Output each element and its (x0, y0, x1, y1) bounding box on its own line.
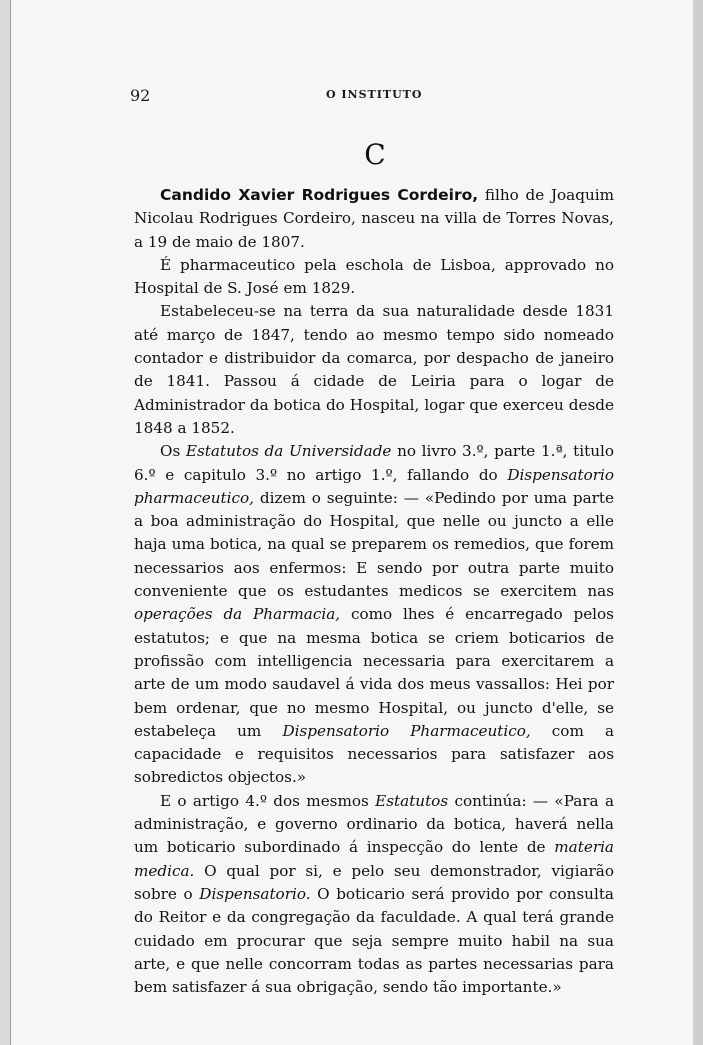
text-span: como lhes é encarregado pelos estatutos; e que na mesma botica se criem boticarios de profissão com intelligencia necessaria para exercitarem a arte de um modo saudavel á vida dos meus vassallos: Hei por bem ordenar, que no mesmo Hospital, ou juncto d'elle, se estabeleça um (134, 605, 614, 740)
text-span: com a capacidade e requisitos necessarios para satisfazer aos sobredictos objectos.» (134, 721, 614, 787)
italic-span: Estatutos (375, 791, 449, 810)
text-span: E o artigo 4.º dos mesmos (160, 791, 376, 810)
text-span: dizem o seguinte: — «Pedindo por uma parte a boa administração do Hospital, que nelle ou juncto a elle haja uma botica, na qual se preparem os remedios, que forem necessarios aos enfermos: E sendo por outra parte muito conveniente que os estudantes medicos se exercitem nas (134, 488, 614, 601)
italic-span: Dispensatorio pharmaceutico, (134, 465, 614, 507)
running-header (130, 86, 610, 106)
italic-span: materia medica. (134, 838, 614, 880)
section-letter: C (364, 138, 386, 171)
text-span: no livro 3.º, parte 1.ª, titulo 6.º e capitulo 3.º no artigo 1.º, fallando do (134, 442, 614, 484)
paragraph: Estabeleceu-se na terra da sua naturalidade desde 1831 até março de 1847, tendo ao mesmo tempo sido nomeado contador e distribuidor da comarca, por despacho de janeiro de 1841. Passou á cidade de Leiria para o logar de Administrador da botica do Hospital, logar que exerceu desde 1848 a 1852. (134, 302, 614, 437)
paragraph: É pharmaceutico pela eschola de Lisboa, approvado no Hospital de S. José em 1829. (134, 255, 614, 298)
body-text (134, 184, 614, 999)
italic-span: Dispensatorio. (199, 884, 311, 903)
page-number: 92 (130, 86, 151, 105)
running-title: O INSTITUTO (326, 88, 423, 101)
text-span: O boticario será provido por consulta do Reitor e da congregação da faculdade. A qual terá grande cuidado em procurar que seja sempre muito habil na sua arte, e que nelle concorram todas as partes necessarias para bem satisfazer á sua obrigação, sendo tão importante.» (134, 884, 614, 997)
text-span: filho de Joaquim Nicolau Rodrigues Cordeiro, nasceu na villa de Torres Novas, a 19 de maio de 1807. (134, 186, 614, 251)
paragraph (134, 184, 614, 254)
italic-span: operações da Pharmacia, (134, 605, 341, 624)
italic-span: Estatutos da Universidade (185, 442, 392, 461)
paragraph (134, 440, 614, 789)
paragraph (134, 790, 614, 1000)
entry-name: Candido Xavier Rodrigues Cordeiro, (160, 186, 479, 204)
text-span: continúa: — «Para a administração, e governo ordinario da botica, haverá nella um boticario subordinado á inspecção do lente de (134, 791, 614, 857)
text-span: Os (160, 442, 186, 461)
italic-span: Dispensatorio Pharmaceutico, (282, 721, 531, 740)
text-span: O qual por si, e pelo seu demonstrador, vigiarão sobre o (134, 861, 614, 903)
page-edge (693, 0, 703, 1045)
